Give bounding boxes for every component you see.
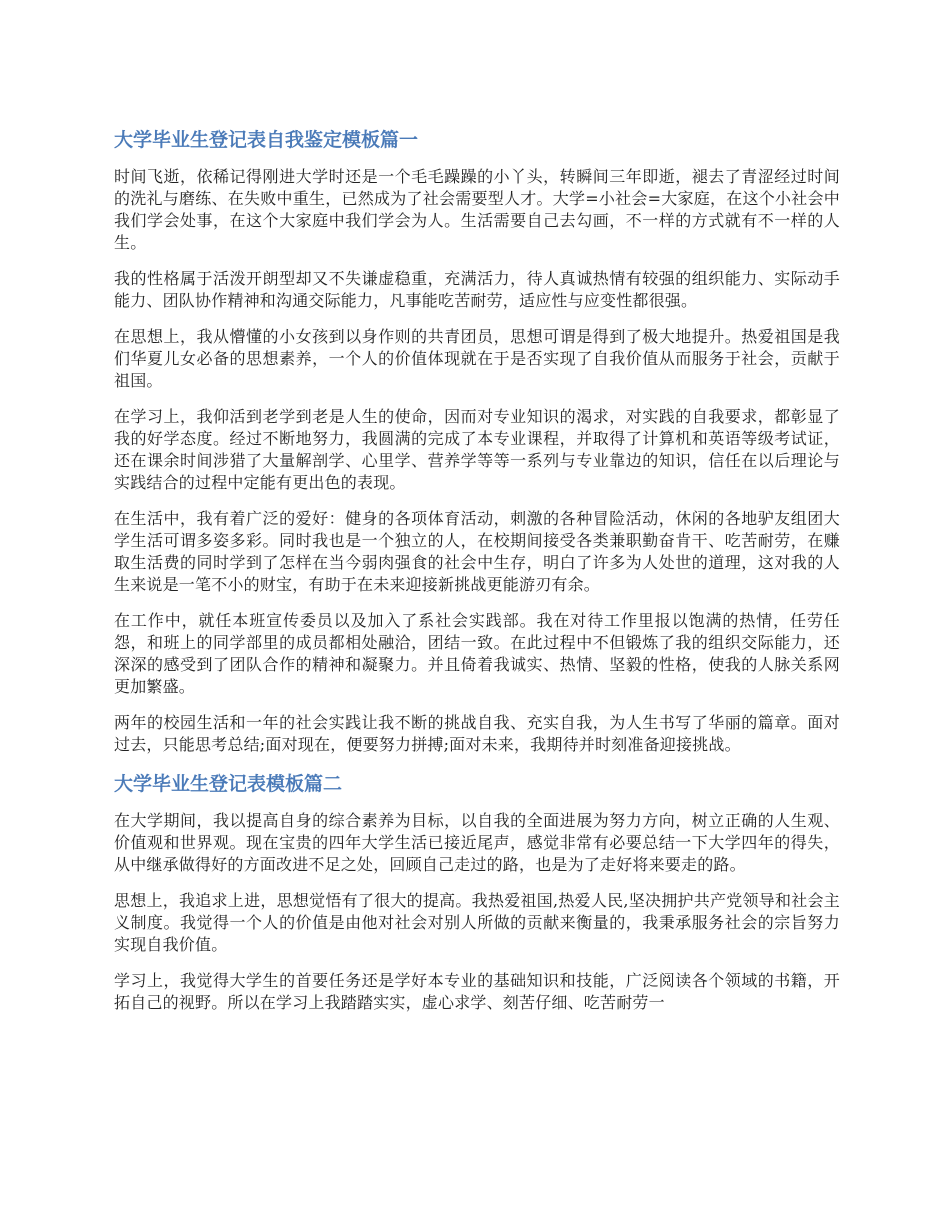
section-1-title: 大学毕业生登记表自我鉴定模板篇一 bbox=[114, 129, 419, 151]
section-1-paragraph-2: 我的性格属于活泼开朗型却又不失谦虚稳重，充满活力，待人真诚热情有较强的组织能力、实际动手能力、团队协作精神和沟通交际能力，凡事能吃苦耐劳，适应性与应变性都很强。 bbox=[114, 269, 840, 310]
section-2-paragraph-3: 学习上，我觉得大学生的首要任务还是学好本专业的基础知识和技能，广泛阅读各个领域的书籍，开拓自己的视野。所以在学习上我踏踏实实，虚心求学、刻苦仔细、吃苦耐劳一 bbox=[114, 971, 840, 1012]
section-2-paragraph-1: 在大学期间，我以提高自身的综合素养为目标，以自我的全面进展为努力方向，树立正确的人生观、价值观和世界观。现在宝贵的四年大学生活已接近尾声，感觉非常有必要总结一下大学四年的得失，从中继承做得好的方面改进不足之处，回顾自己走过的路，也是为了走好将来要走的路。 bbox=[114, 811, 840, 874]
section-2-paragraph-2: 思想上，我追求上进，思想觉悟有了很大的提高。我热爱祖国,热爱人民,坚决拥护共产党领导和社会主义制度。我觉得一个人的价值是由他对社会对别人所做的贡献来衡量的，我秉承服务社会的宗旨努力实现自我价值。 bbox=[114, 891, 840, 954]
section-1-paragraph-5: 在生活中，我有着广泛的爱好：健身的各项体育活动，刺激的各种冒险活动，休闲的各地驴友组团大学生活可谓多姿多彩。同时我也是一个独立的人，在校期间接受各类兼职勤奋肯干、吃苦耐劳，在赚取生活费的同时学到了怎样在当今弱肉强食的社会中生存，明白了许多为人处世的道理，这对我的人生来说是一笔不小的财宝，有助于在未来迎接新挑战更能游刃有余。 bbox=[114, 509, 840, 594]
section-1-paragraph-3: 在思想上，我从懵懂的小女孩到以身作则的共青团员，思想可谓是得到了极大地提升。热爱祖国是我们华夏儿女必备的思想素养，一个人的价值体现就在于是否实现了自我价值从而服务于社会，贡献于祖国。 bbox=[114, 327, 840, 390]
section-1-paragraph-4: 在学习上，我仰活到老学到老是人生的使命，因而对专业知识的渴求，对实践的自我要求，都彰显了我的好学态度。经过不断地努力，我圆满的完成了本专业课程，并取得了计算机和英语等级考试证，还在课余时间涉猎了大量解剖学、心里学、营养学等等一系列与专业靠边的知识，信任在以后理论与实践结合的过程中定能有更出色的表现。 bbox=[114, 407, 840, 492]
section-1-paragraph-1: 时间飞逝，依稀记得刚进大学时还是一个毛毛躁躁的小丫头，转瞬间三年即逝，褪去了青涩经过时间的洗礼与磨练、在失败中重生，已然成为了社会需要型人才。大学=小社会=大家庭，在这个小社会中我们学会处事，在这个大家庭中我们学会为人。生活需要自己去勾画，不一样的方式就有不一样的人生。 bbox=[114, 167, 840, 252]
section-1-paragraph-7: 两年的校园生活和一年的社会实践让我不断的挑战自我、充实自我，为人生书写了华丽的篇章。面对过去，只能思考总结;面对现在，便要努力拼搏;面对未来，我期待并时刻准备迎接挑战。 bbox=[114, 713, 840, 754]
document-page bbox=[114, 126, 840, 1028]
section-1-paragraph-6: 在工作中，就任本班宣传委员以及加入了系社会实践部。我在对待工作里报以饱满的热情，任劳任怨，和班上的同学部里的成员都相处融洽，团结一致。在此过程中不但锻炼了我的组织交际能力，还深深的感受到了团队合作的精神和凝聚力。并且倚着我诚实、热情、坚毅的性格，使我的人脉关系网更加繁盛。 bbox=[114, 611, 840, 696]
section-2-title: 大学毕业生登记表模板篇二 bbox=[114, 773, 343, 795]
